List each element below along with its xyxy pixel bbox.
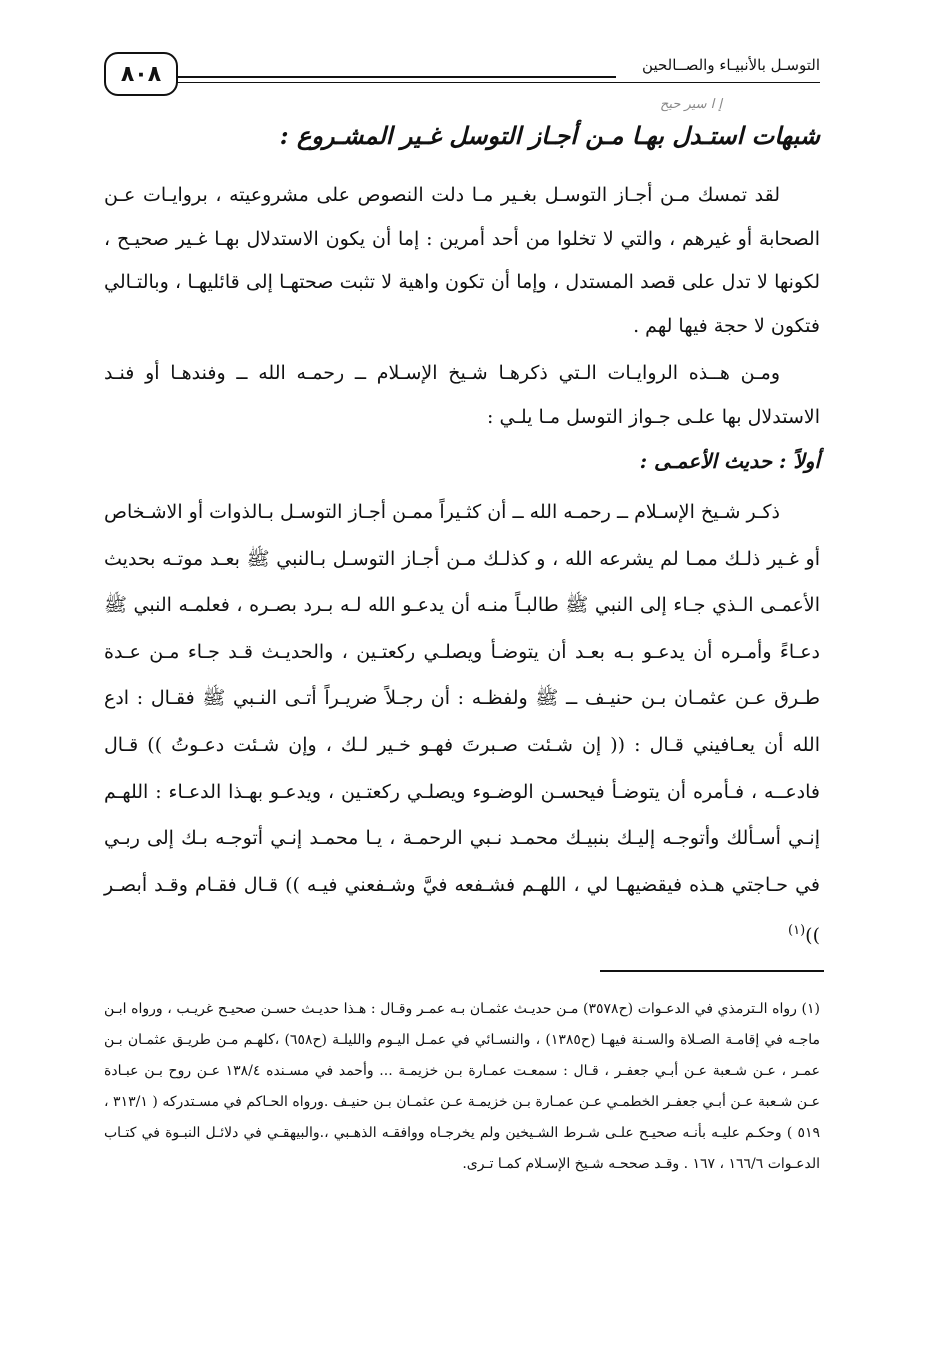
page-header <box>104 52 820 98</box>
footnote-1: (١) رواه الـترمذي في الدعـوات (ح٣٥٧٨) مـن حديـث عثمـان بـه عمـر وقـال : هـذا حديـث حسـن صحيـح غريـب ، ورواه ابـن ماجـه في إقامـة الصـلاة والسـنة فيهـا (ح١٣٨٥) ، والنسـائي في عمـل اليـوم والليلـة (ح٦٥٨) ،كلهـم مـن طريـق عثمـان بـن عمـر ، عـن شـعبة عـن أبـي جعفـر ، قـال : سمعـت عمـارة بـن خزيمـة ... وأحمد في مسـنده ١٣٨/٤ عـن روح بـن عبـادة عـن شـعبة عـن أبـي جعفـر الخطمـي عـن عمـارة بـن خزيمـة عـن عثمـان بـن حنيـف .ورواه الحـاكم في مسـتدركه ( ٣١٣/١ ، ٥١٩ ) وحكـم عليـه بأنـه صحيـح علـى شـرط الشـيخين ولم يخرجـاه ووافقـه الذهـبي ،.والبيهقـي في دلائـل النبـوة في كتـاب الدعـوات ١٦٦/٦ ، ١٦٧ . وقـد صححـه شـيخ الإسـلام كمـا تـرى. <box>104 1001 821 1172</box>
header-rule-lower <box>176 82 820 83</box>
paragraph-narrations: ومـن هــذه الروايـات الـتي ذكرهـا شـيخ الإسـلام ــ رحمـه الله ــ وفندهـا أو فنـد الاستدلال بها علـى جـواز التوسل مـا يلـي : <box>104 362 820 428</box>
footnote-reference: (١) <box>788 923 806 939</box>
section-heading: شبهات استـدل بهـا مـن أجـاز التوسل غـير المشـروع : <box>279 121 820 150</box>
footnotes <box>104 994 820 1180</box>
paragraph-intro: لقد تمسك مـن أجـاز التوسـل بغـير مـا دلت النصوص على مشروعيته ، بروايـات عـن الصحابة أو غيرهم ، والتي لا تخلوا من أحد أمرين : إما أن يكون الاستدلال بهـا غـير صحيـح ، لكونها لا تدل على قصد المستدل ، وإما أن تكون واهية لا تثبت صحتهـا إلى قائليهـا ، وبالتـالي فتكون لا حجة فيها لهم . <box>104 184 820 337</box>
main-content <box>104 116 820 959</box>
page-number: ٨٠٨ <box>104 52 178 96</box>
hadith-text: ذكـر شـيخ الإسـلام ــ رحمـه الله ــ أن كثـيراً ممـن أجـاز التوسـل بـالذوات أو الاشـخاص أو غـير ذلـك ممـا لم يشرعه الله ، و كذلـك مـن أجـاز التوسـل بـالنبي ﷺ بعـد موتـه بحديث الأعمـى الـذي جـاء إلى النبي ﷺ طالبـاً منـه أن يدعـو الله لـه بـرد بصـره ، فعلمـه النبي ﷺ دعـاءً وأمـره أن يدعـو بـه بعـد أن يتوضـأ ويصلـي ركعتـين ، والحديـث قـد جـاء مـن عـدة طـرق عـن عثمـان بـن حنيـف ــ ﷺ ولفظـه : أن رجـلاً ضريـراً أتـى النـبي ﷺ فقـال : ادع الله أن يعـافيني قـال : (( إن شـئت صـبرتَ فهـو خـير لـك ، وإن شـئت دعـوتُ )) قـال فادعــه ، فـأمره أن يتوضـأ فيحسـن الوضـوء ويصلـي ركعتـين ، ويدعـو بهـذا الدعـاء : اللهـم إنـي أسـألك وأتوجـه إليـك بنبيـك محمـد نـبي الرحمـة ، يـا محمـد إنـي أتوجـه بـك إلى ربـي في حـاجتي هـذه فيقضيهـا لي ، اللهـم فشـفعه فيَّ وشـفعني فيـه )) قـال فقـام وقـد أبصـر )) <box>104 501 820 947</box>
running-title: التوسـل بالأنبيـاء والصــالحين <box>642 56 820 74</box>
handwritten-margin-note: إ ا سير حيح <box>660 97 722 112</box>
sub-heading-blind-man-hadith: أولاً : حديث الأعمـى : <box>639 449 820 473</box>
paragraph-hadith <box>104 489 820 959</box>
footnote-separator <box>600 970 824 972</box>
header-rule <box>176 76 616 78</box>
